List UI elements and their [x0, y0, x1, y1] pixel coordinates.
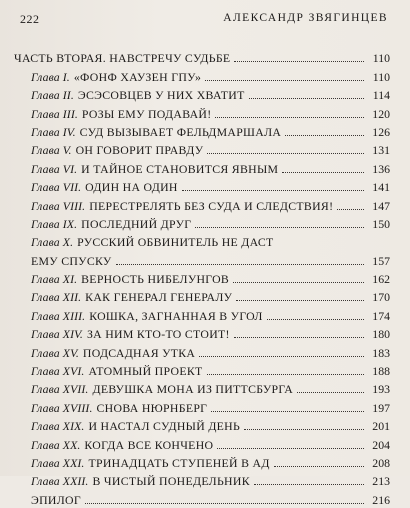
toc-page-number: 136: [372, 161, 390, 176]
toc-epilogue-entry: [14, 489, 390, 507]
toc-entry: [14, 361, 390, 379]
chapter-label: Глава XXI.: [31, 455, 85, 470]
chapter-title: СУД ВЫЗЫВАЕТ ФЕЛЬДМАРШАЛА: [79, 124, 282, 139]
toc-page-number: 183: [372, 345, 390, 360]
dot-leader: [85, 503, 364, 504]
dot-leader: [207, 153, 364, 154]
chapter-label: Глава XIV.: [31, 327, 83, 342]
chapter-title: ПОДСАДНАЯ УТКА: [82, 345, 196, 360]
chapter-title: ПОСЛЕДНИЙ ДРУГ: [81, 216, 192, 231]
chapter-title: В ЧИСТЫЙ ПОНЕДЕЛЬНИК: [92, 474, 250, 489]
toc-page-number: 170: [372, 290, 390, 305]
dot-leader: [236, 300, 364, 301]
chapter-title: КОШКА, ЗАГНАННАЯ В УГОЛ: [89, 308, 263, 323]
toc-page-number: 213: [372, 474, 390, 489]
toc-page-number: 114: [372, 88, 390, 103]
toc-entry: [14, 397, 390, 415]
toc-entry: [14, 66, 390, 84]
chapter-label: Глава IV.: [31, 124, 76, 139]
dot-leader: [182, 190, 364, 191]
toc-entry: [14, 453, 390, 471]
toc-entry: [14, 434, 390, 452]
chapter-title: «ФОНФ ХАУЗЕН ГПУ»: [73, 69, 202, 84]
toc-page-number: 193: [372, 382, 390, 397]
toc-page-number: 120: [372, 106, 390, 121]
toc-entry-continuation: [14, 250, 390, 268]
chapter-label: Глава XVIII.: [31, 400, 93, 415]
dot-leader: [195, 227, 364, 228]
toc-page-number: 188: [372, 364, 390, 379]
chapter-label: Глава II.: [31, 88, 74, 103]
chapter-title: И НАСТАЛ СУДНЫЙ ДЕНЬ: [88, 419, 241, 434]
toc-entry: [14, 416, 390, 434]
chapter-title: ПЕРЕСТРЕЛЯТЬ БЕЗ СУДА И СЛЕДСТВИЯ!: [89, 198, 334, 213]
toc-entry: [14, 324, 390, 342]
dot-leader: [244, 429, 364, 430]
toc-page-number: 150: [372, 216, 390, 231]
chapter-label: Глава VII.: [31, 180, 82, 195]
chapter-label: Глава VIII.: [31, 198, 86, 213]
chapter-label: Глава XIX.: [31, 419, 85, 434]
dot-leader: [337, 209, 364, 210]
dot-leader: [207, 374, 365, 375]
toc-page-number: 162: [372, 272, 390, 287]
chapter-label: Глава XXII.: [31, 474, 89, 489]
chapter-label: Глава VI.: [31, 161, 78, 176]
chapter-title-continuation: ЕМУ СПУСКУ: [31, 253, 112, 268]
dot-leader: [205, 80, 364, 81]
toc-part-entry: [14, 48, 390, 66]
chapter-label: Глава XVII.: [31, 382, 89, 397]
dot-leader: [211, 411, 364, 412]
chapter-title: ВЕРНОСТЬ НИБЕЛУНГОВ: [81, 272, 230, 287]
chapter-label: Глава IX.: [31, 216, 78, 231]
chapter-title: РУССКИЙ ОБВИНИТЕЛЬ НЕ ДАСТ: [77, 235, 274, 250]
epilogue-title: ЭПИЛОГ: [31, 492, 81, 507]
toc-entry: [14, 379, 390, 397]
dot-leader: [234, 337, 364, 338]
chapter-title: И ТАЙНОЕ СТАНОВИТСЯ ЯВНЫМ: [81, 161, 279, 176]
dot-leader: [116, 264, 364, 265]
toc-entry: [14, 85, 390, 103]
toc-entry: [14, 177, 390, 195]
toc-page-number: 201: [372, 419, 390, 434]
table-of-contents: [14, 48, 390, 508]
page-number: 222: [20, 12, 40, 26]
chapter-title: ЗА НИМ КТО-ТО СТОИТ!: [86, 327, 230, 342]
toc-page-number: 147: [372, 198, 390, 213]
dot-leader: [254, 484, 364, 485]
chapter-title: ДЕВУШКА МОНА ИЗ ПИТТСБУРГА: [92, 382, 294, 397]
chapter-label: Глава XII.: [31, 290, 82, 305]
chapter-label: Глава XI.: [31, 272, 78, 287]
chapter-label: Глава III.: [31, 106, 78, 121]
toc-page-number: 126: [372, 124, 390, 139]
toc-entry: [14, 158, 390, 176]
dot-leader: [297, 392, 364, 393]
toc-page-number: 174: [372, 308, 390, 323]
toc-page-number: 216: [372, 492, 390, 507]
chapter-title: ЭСЭСОВЦЕВ У НИХ ХВАТИТ: [77, 88, 245, 103]
toc-entry: [14, 342, 390, 360]
toc-entry: [14, 287, 390, 305]
toc-entry: [14, 122, 390, 140]
chapter-label: Глава X.: [31, 235, 74, 250]
running-head-author: АЛЕКСАНДР ЗВЯГИНЦЕВ: [223, 12, 388, 24]
chapter-label: Глава I.: [31, 69, 70, 84]
running-header: [20, 12, 388, 30]
dot-leader: [285, 135, 364, 136]
dot-leader: [274, 466, 364, 467]
chapter-title: ТРИНАДЦАТЬ СТУПЕНЕЙ В АД: [88, 455, 270, 470]
toc-page-number: 131: [372, 143, 390, 158]
chapter-label: Глава V.: [31, 143, 72, 158]
dot-leader: [217, 448, 364, 449]
toc-part-title: ЧАСТЬ ВТОРАЯ. НАВСТРЕЧУ СУДЬБЕ: [14, 51, 231, 66]
toc-page-number: 204: [372, 437, 390, 452]
chapter-title: РОЗЫ ЕМУ ПОДАВАЙ!: [81, 106, 212, 121]
dot-leader: [234, 61, 364, 62]
chapter-label: Глава XVI.: [31, 364, 85, 379]
toc-entry: [14, 305, 390, 323]
toc-page-number: 197: [372, 400, 390, 415]
toc-page-number: 110: [372, 51, 390, 66]
dot-leader: [215, 117, 364, 118]
toc-page-number: 208: [372, 455, 390, 470]
chapter-label: Глава XV.: [31, 345, 79, 360]
dot-leader: [267, 319, 364, 320]
toc-entry: [14, 471, 390, 489]
toc-entry: [14, 103, 390, 121]
chapter-title: КАК ГЕНЕРАЛ ГЕНЕРАЛУ: [85, 290, 233, 305]
toc-entry: [14, 140, 390, 158]
chapter-title: АТОМНЫЙ ПРОЕКТ: [88, 364, 203, 379]
chapter-label: Глава XX.: [31, 437, 81, 452]
toc-entry: [14, 214, 390, 232]
toc-page-number: 157: [372, 253, 390, 268]
dot-leader: [233, 282, 364, 283]
chapter-title: ОДИН НА ОДИН: [85, 180, 178, 195]
dot-leader: [199, 356, 364, 357]
chapter-title: ОН ГОВОРИТ ПРАВДУ: [75, 143, 204, 158]
toc-page-number: 110: [372, 69, 390, 84]
toc-entry: [14, 232, 390, 250]
toc-page-number: 141: [372, 180, 390, 195]
toc-entry: [14, 195, 390, 213]
toc-page-number: 180: [372, 327, 390, 342]
dot-leader: [249, 98, 364, 99]
chapter-title: КОГДА ВСЕ КОНЧЕНО: [84, 437, 214, 452]
toc-entry: [14, 269, 390, 287]
dot-leader: [282, 172, 364, 173]
chapter-label: Глава XIII.: [31, 308, 86, 323]
chapter-title: СНОВА НЮРНБЕРГ: [96, 400, 208, 415]
